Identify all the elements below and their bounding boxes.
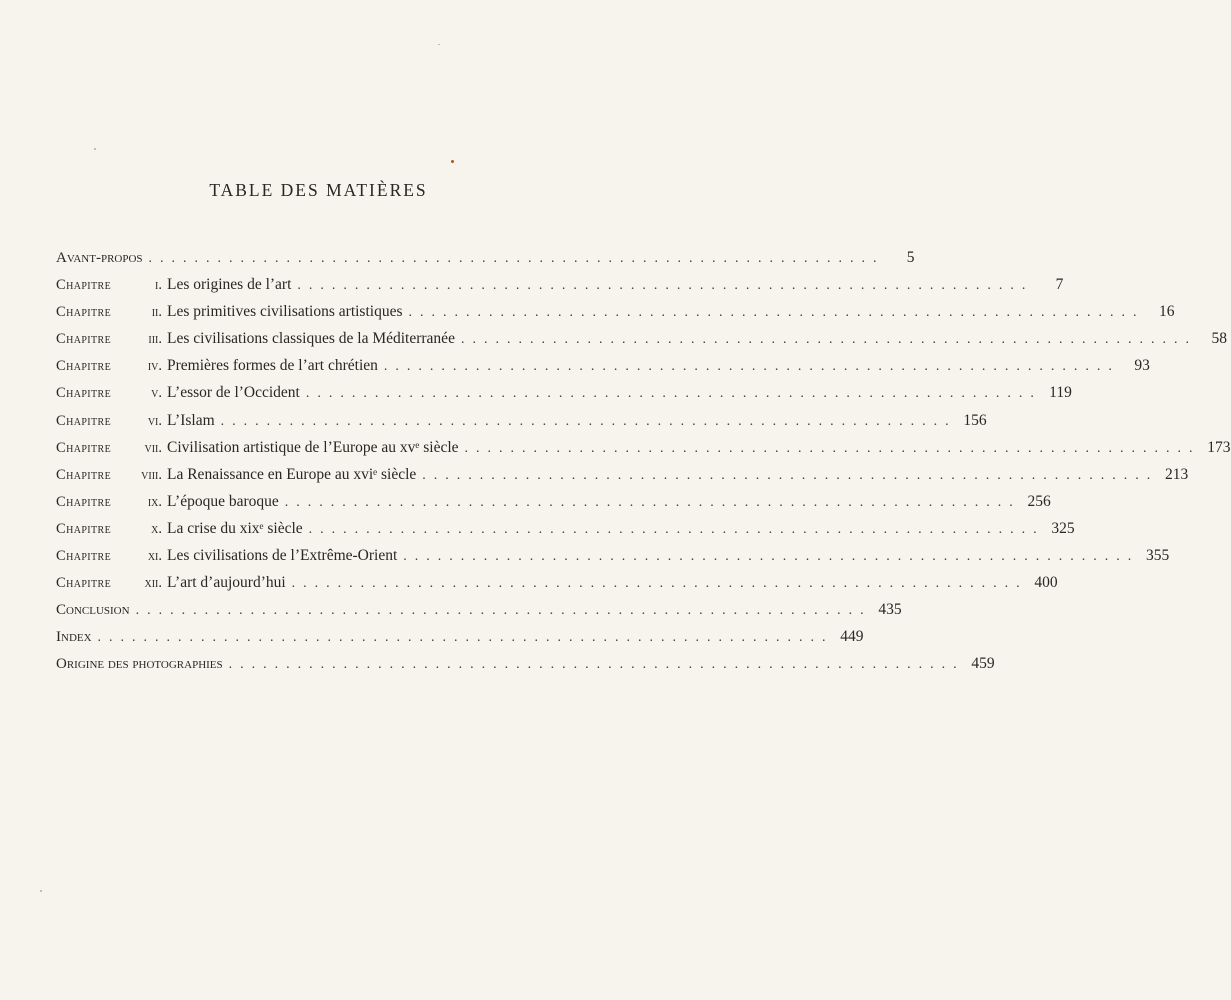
- dot-leader: ................................................................: [464, 440, 1201, 456]
- chapter-word: Chapitre: [56, 277, 112, 294]
- entry-label: Index: [56, 629, 92, 646]
- dot-leader: ................................................................: [305, 386, 1042, 402]
- chapter-title: Premières formes de l’art chrétien: [167, 357, 378, 375]
- chapter-title: Les primitives civilisations artistiques: [167, 303, 403, 321]
- entry-label: Avant-propos: [56, 250, 143, 266]
- page-number: 213: [1165, 465, 1189, 483]
- dot-leader: ................................................................: [228, 657, 965, 673]
- chapter-numeral: viii.: [141, 466, 162, 483]
- chapter-numeral: xii.: [144, 575, 162, 592]
- toc-entry-chapter-12: [56, 569, 1058, 596]
- chapter-numeral: ix.: [147, 493, 162, 510]
- chapter-word: Chapitre: [56, 493, 112, 510]
- page-number: 7: [1055, 276, 1064, 294]
- page-number: 119: [1049, 384, 1072, 402]
- toc-entry-avant-propos: [56, 244, 915, 271]
- toc-entry-chapter-1: [56, 271, 1064, 298]
- chapter-word: Chapitre: [56, 385, 112, 402]
- chapter-title: L’art d’aujourd’hui: [167, 574, 286, 592]
- paper-speck: [451, 160, 454, 163]
- chapter-title: La crise du xixᵉ siècle: [167, 519, 303, 537]
- toc-entry-photo-credits: [56, 650, 995, 677]
- chapter-title: Les civilisations de l’Extrême-Orient: [167, 547, 398, 565]
- page-number: 256: [1027, 492, 1051, 510]
- chapter-numeral: x.: [151, 520, 162, 537]
- dot-leader: ................................................................: [308, 521, 1045, 537]
- toc-entry-chapter-11: [56, 542, 1170, 569]
- chapter-title: L’époque baroque: [167, 492, 279, 510]
- page-number: 449: [840, 628, 864, 646]
- dot-leader: ................................................................: [422, 467, 1159, 483]
- toc-entry-chapter-8: [56, 461, 1189, 488]
- page-number: 355: [1146, 547, 1170, 565]
- toc-entry-conclusion: [56, 596, 902, 623]
- toc-entry-chapter-3: [56, 325, 1227, 352]
- dot-leader: ................................................................: [148, 251, 885, 266]
- chapter-word: Chapitre: [56, 520, 112, 537]
- page-number: 156: [963, 411, 987, 429]
- dot-leader: ................................................................: [135, 603, 872, 619]
- chapter-word: Chapitre: [56, 358, 112, 375]
- chapter-numeral: i.: [155, 277, 162, 294]
- page-number: 459: [971, 655, 995, 673]
- toc-entry-index: [56, 623, 864, 650]
- chapter-numeral: vii.: [144, 439, 162, 456]
- chapter-numeral: v.: [151, 385, 162, 402]
- dot-leader: ................................................................: [403, 549, 1140, 565]
- dot-leader: ................................................................: [297, 278, 1034, 294]
- chapter-numeral: xi.: [147, 548, 162, 565]
- paper-speck: [94, 148, 96, 150]
- page-title: TABLE DES MATIÈRES: [209, 180, 428, 200]
- page-number: 16: [1158, 303, 1175, 321]
- chapter-word: Chapitre: [56, 548, 112, 565]
- chapter-title: La Renaissance en Europe au xviᵉ siècle: [167, 465, 417, 483]
- chapter-title: Les civilisations classiques de la Méditerranée: [167, 330, 455, 348]
- dot-leader: ................................................................: [291, 576, 1028, 592]
- toc-entry-chapter-5: [56, 379, 1072, 406]
- table-of-contents: [56, 244, 1231, 678]
- paper-speck: [40, 890, 42, 892]
- chapter-title: Les origines de l’art: [167, 276, 292, 294]
- toc-entry-chapter-6: [56, 407, 987, 434]
- dot-leader: ................................................................: [408, 305, 1145, 321]
- chapter-numeral: ii.: [151, 304, 162, 321]
- page-number: 325: [1051, 519, 1075, 537]
- page-number: 5: [906, 249, 915, 266]
- dot-leader: ................................................................: [97, 630, 834, 646]
- page-number: 93: [1134, 357, 1150, 375]
- page-number: 58: [1211, 330, 1227, 348]
- toc-entry-chapter-2: [56, 298, 1175, 325]
- dot-leader: ................................................................: [383, 359, 1120, 375]
- chapter-word: Chapitre: [56, 575, 112, 592]
- chapter-numeral: iv.: [147, 358, 162, 375]
- chapter-title: L’essor de l’Occident: [167, 384, 300, 402]
- chapter-word: Chapitre: [56, 304, 112, 321]
- chapter-title: L’Islam: [167, 411, 215, 429]
- toc-entry-chapter-4: [56, 352, 1150, 379]
- entry-label: Conclusion: [56, 602, 130, 619]
- toc-entry-chapter-10: [56, 515, 1075, 542]
- dot-leader: ................................................................: [460, 332, 1197, 348]
- entry-label: Origine des photographies: [56, 656, 223, 673]
- chapter-word: Chapitre: [56, 439, 112, 456]
- dot-leader: ................................................................: [284, 494, 1021, 510]
- paper-speck: [438, 44, 440, 45]
- page-number: 173: [1207, 438, 1231, 456]
- page-number: 435: [878, 601, 902, 619]
- chapter-title: Civilisation artistique de l’Europe au xvᵉ siècle: [167, 438, 459, 456]
- chapter-numeral: iii.: [148, 331, 162, 348]
- chapter-word: Chapitre: [56, 466, 112, 483]
- toc-entry-chapter-7: [56, 434, 1231, 461]
- chapter-numeral: vi.: [147, 412, 162, 429]
- page-number: 400: [1034, 574, 1058, 592]
- chapter-word: Chapitre: [56, 331, 112, 348]
- chapter-word: Chapitre: [56, 412, 112, 429]
- dot-leader: ................................................................: [220, 413, 957, 429]
- toc-entry-chapter-9: [56, 488, 1051, 515]
